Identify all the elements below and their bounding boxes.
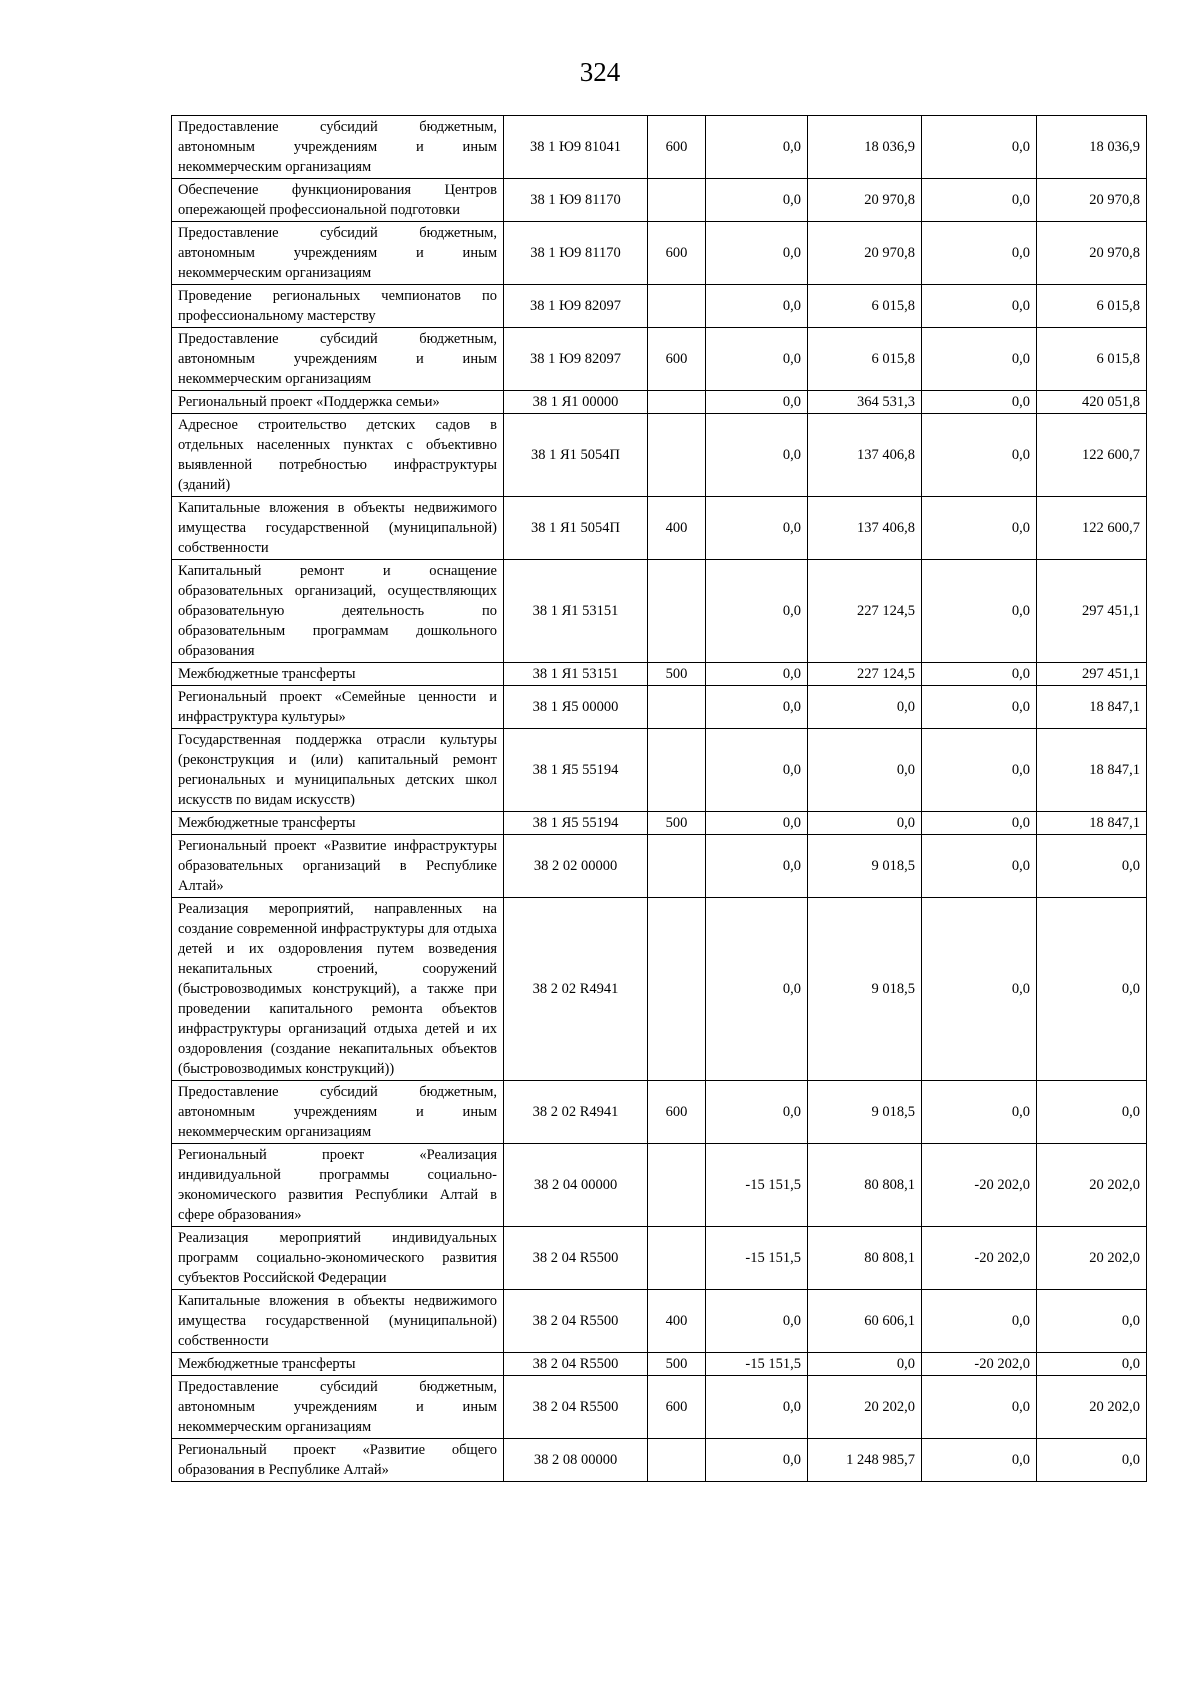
row-code-cell: 38 2 02 R4941 [504,898,648,1081]
row-value-2-cell: 6 015,8 [808,285,922,328]
row-expense-type-cell [648,560,706,663]
row-expense-type-cell [648,179,706,222]
table-row [172,1290,1147,1353]
table-row [172,116,1147,179]
row-name-cell: Проведение региональных чемпионатов по профессиональному мастерству [172,285,504,328]
row-value-1-cell: 0,0 [706,414,808,497]
row-expense-type-cell: 600 [648,1376,706,1439]
row-expense-type-cell: 600 [648,328,706,391]
row-value-1-cell: 0,0 [706,391,808,414]
row-value-2-cell: 9 018,5 [808,835,922,898]
row-code-cell: 38 2 04 R5500 [504,1290,648,1353]
table-row [172,686,1147,729]
row-value-4-cell: 122 600,7 [1037,414,1147,497]
row-value-3-cell: 0,0 [922,835,1037,898]
row-expense-type-cell [648,391,706,414]
table-body [172,116,1147,1482]
row-name-cell: Межбюджетные трансферты [172,663,504,686]
row-value-2-cell: 137 406,8 [808,414,922,497]
row-value-2-cell: 20 970,8 [808,222,922,285]
budget-table [171,115,1147,1482]
table-row [172,1081,1147,1144]
row-value-2-cell: 364 531,3 [808,391,922,414]
row-name-cell: Обеспечение функционирования Центров опережающей профессиональной подготовки [172,179,504,222]
row-value-3-cell: 0,0 [922,414,1037,497]
row-value-1-cell: 0,0 [706,812,808,835]
row-value-1-cell: -15 151,5 [706,1227,808,1290]
row-value-3-cell: 0,0 [922,285,1037,328]
table-row [172,1439,1147,1482]
row-value-2-cell: 0,0 [808,729,922,812]
row-expense-type-cell [648,1439,706,1482]
table-row [172,1144,1147,1227]
row-value-2-cell: 9 018,5 [808,898,922,1081]
row-code-cell: 38 1 Я5 00000 [504,686,648,729]
table-row [172,898,1147,1081]
row-value-1-cell: 0,0 [706,686,808,729]
table-row [172,1376,1147,1439]
table-row [172,560,1147,663]
row-value-4-cell: 18 036,9 [1037,116,1147,179]
row-name-cell: Предоставление субсидий бюджетным, автономным учреждениям и иным некоммерческим организациям [172,1081,504,1144]
row-code-cell: 38 1 Я5 55194 [504,812,648,835]
row-expense-type-cell: 600 [648,1081,706,1144]
table-row [172,663,1147,686]
row-value-4-cell: 20 970,8 [1037,179,1147,222]
row-code-cell: 38 2 08 00000 [504,1439,648,1482]
row-code-cell: 38 1 Ю9 81170 [504,222,648,285]
row-name-cell: Реализация мероприятий индивидуальных программ социально-экономического развития субъектов Российской Федерации [172,1227,504,1290]
row-expense-type-cell [648,1227,706,1290]
row-name-cell: Государственная поддержка отрасли культуры (реконструкция и (или) капитальный ремонт региональных и муниципальных детских школ искусств по видам искусств) [172,729,504,812]
row-value-1-cell: 0,0 [706,835,808,898]
row-expense-type-cell [648,835,706,898]
table-row [172,835,1147,898]
row-value-2-cell: 9 018,5 [808,1081,922,1144]
table-row [172,812,1147,835]
row-code-cell: 38 2 02 00000 [504,835,648,898]
row-code-cell: 38 1 Ю9 81170 [504,179,648,222]
row-value-2-cell: 0,0 [808,812,922,835]
row-value-2-cell: 20 970,8 [808,179,922,222]
row-value-1-cell: 0,0 [706,285,808,328]
row-value-4-cell: 0,0 [1037,1290,1147,1353]
row-code-cell: 38 2 04 R5500 [504,1376,648,1439]
row-value-4-cell: 6 015,8 [1037,328,1147,391]
row-code-cell: 38 1 Я1 5054П [504,414,648,497]
row-value-4-cell: 18 847,1 [1037,812,1147,835]
row-value-3-cell: -20 202,0 [922,1144,1037,1227]
row-code-cell: 38 2 04 R5500 [504,1227,648,1290]
row-value-1-cell: 0,0 [706,663,808,686]
row-value-1-cell: -15 151,5 [706,1144,808,1227]
row-expense-type-cell: 500 [648,812,706,835]
row-value-1-cell: 0,0 [706,328,808,391]
row-value-2-cell: 0,0 [808,686,922,729]
row-value-4-cell: 18 847,1 [1037,729,1147,812]
row-expense-type-cell [648,686,706,729]
row-value-3-cell: 0,0 [922,898,1037,1081]
table-row [172,179,1147,222]
table-row [172,391,1147,414]
row-name-cell: Региональный проект «Семейные ценности и инфраструктура культуры» [172,686,504,729]
row-code-cell: 38 1 Ю9 82097 [504,328,648,391]
row-name-cell: Предоставление субсидий бюджетным, автономным учреждениям и иным некоммерческим организациям [172,328,504,391]
row-value-1-cell: 0,0 [706,1439,808,1482]
row-value-3-cell: 0,0 [922,222,1037,285]
row-value-3-cell: 0,0 [922,686,1037,729]
row-value-3-cell: 0,0 [922,812,1037,835]
table-row [172,328,1147,391]
row-value-1-cell: 0,0 [706,222,808,285]
row-value-2-cell: 0,0 [808,1353,922,1376]
row-value-3-cell: 0,0 [922,328,1037,391]
row-value-3-cell: 0,0 [922,497,1037,560]
row-value-2-cell: 6 015,8 [808,328,922,391]
row-value-1-cell: 0,0 [706,116,808,179]
row-value-3-cell: -20 202,0 [922,1353,1037,1376]
row-name-cell: Капитальный ремонт и оснащение образовательных организаций, осуществляющих образовательную деятельность по образовательным программам дошкольного образования [172,560,504,663]
row-value-4-cell: 122 600,7 [1037,497,1147,560]
row-expense-type-cell: 400 [648,1290,706,1353]
row-value-3-cell: 0,0 [922,179,1037,222]
row-code-cell: 38 1 Ю9 82097 [504,285,648,328]
row-value-3-cell: 0,0 [922,729,1037,812]
row-code-cell: 38 2 04 R5500 [504,1353,648,1376]
table-row [172,729,1147,812]
row-code-cell: 38 1 Я5 55194 [504,729,648,812]
row-expense-type-cell [648,1144,706,1227]
row-value-4-cell: 0,0 [1037,898,1147,1081]
row-code-cell: 38 2 04 00000 [504,1144,648,1227]
row-name-cell: Предоставление субсидий бюджетным, автономным учреждениям и иным некоммерческим организациям [172,222,504,285]
row-value-1-cell: 0,0 [706,1376,808,1439]
row-value-3-cell: 0,0 [922,1439,1037,1482]
row-value-2-cell: 227 124,5 [808,560,922,663]
table-row [172,414,1147,497]
row-value-2-cell: 137 406,8 [808,497,922,560]
row-value-4-cell: 420 051,8 [1037,391,1147,414]
row-value-1-cell: 0,0 [706,1290,808,1353]
row-value-4-cell: 20 202,0 [1037,1376,1147,1439]
row-expense-type-cell: 600 [648,116,706,179]
row-value-4-cell: 297 451,1 [1037,560,1147,663]
row-value-4-cell: 0,0 [1037,1353,1147,1376]
row-value-4-cell: 0,0 [1037,1081,1147,1144]
row-name-cell: Предоставление субсидий бюджетным, автономным учреждениям и иным некоммерческим организациям [172,1376,504,1439]
row-value-4-cell: 18 847,1 [1037,686,1147,729]
row-value-3-cell: -20 202,0 [922,1227,1037,1290]
row-value-2-cell: 80 808,1 [808,1144,922,1227]
table-row [172,222,1147,285]
row-value-2-cell: 227 124,5 [808,663,922,686]
row-value-3-cell: 0,0 [922,116,1037,179]
row-value-1-cell: 0,0 [706,729,808,812]
row-value-1-cell: 0,0 [706,179,808,222]
row-code-cell: 38 1 Ю9 81041 [504,116,648,179]
row-code-cell: 38 1 Я1 53151 [504,560,648,663]
row-value-3-cell: 0,0 [922,663,1037,686]
row-value-4-cell: 20 202,0 [1037,1227,1147,1290]
row-value-3-cell: 0,0 [922,560,1037,663]
row-value-4-cell: 0,0 [1037,1439,1147,1482]
row-name-cell: Капитальные вложения в объекты недвижимого имущества государственной (муниципальной) собственности [172,497,504,560]
row-value-4-cell: 0,0 [1037,835,1147,898]
row-name-cell: Региональный проект «Реализация индивидуальной программы социально-экономического развития Республики Алтай в сфере образования» [172,1144,504,1227]
row-name-cell: Межбюджетные трансферты [172,812,504,835]
row-value-4-cell: 20 970,8 [1037,222,1147,285]
row-value-2-cell: 60 606,1 [808,1290,922,1353]
table-row [172,285,1147,328]
row-value-2-cell: 18 036,9 [808,116,922,179]
row-code-cell: 38 2 02 R4941 [504,1081,648,1144]
row-value-1-cell: -15 151,5 [706,1353,808,1376]
row-value-4-cell: 20 202,0 [1037,1144,1147,1227]
row-name-cell: Межбюджетные трансферты [172,1353,504,1376]
row-expense-type-cell [648,729,706,812]
row-expense-type-cell [648,285,706,328]
row-value-3-cell: 0,0 [922,1081,1037,1144]
row-value-4-cell: 297 451,1 [1037,663,1147,686]
row-value-2-cell: 1 248 985,7 [808,1439,922,1482]
row-expense-type-cell: 600 [648,222,706,285]
table-row [172,1353,1147,1376]
row-name-cell: Региональный проект «Поддержка семьи» [172,391,504,414]
row-code-cell: 38 1 Я1 53151 [504,663,648,686]
row-code-cell: 38 1 Я1 00000 [504,391,648,414]
table-row [172,497,1147,560]
row-expense-type-cell [648,898,706,1081]
row-value-3-cell: 0,0 [922,1290,1037,1353]
row-value-3-cell: 0,0 [922,1376,1037,1439]
row-value-1-cell: 0,0 [706,560,808,663]
row-code-cell: 38 1 Я1 5054П [504,497,648,560]
row-value-1-cell: 0,0 [706,497,808,560]
row-value-1-cell: 0,0 [706,1081,808,1144]
row-expense-type-cell: 400 [648,497,706,560]
row-name-cell: Адресное строительство детских садов в отдельных населенных пунктах с объективно выявленной потребностью инфраструктуры (зданий) [172,414,504,497]
row-expense-type-cell [648,414,706,497]
row-value-4-cell: 6 015,8 [1037,285,1147,328]
page-number: 324 [579,57,621,87]
row-expense-type-cell: 500 [648,663,706,686]
table-row [172,1227,1147,1290]
row-value-1-cell: 0,0 [706,898,808,1081]
row-name-cell: Капитальные вложения в объекты недвижимого имущества государственной (муниципальной) собственности [172,1290,504,1353]
row-value-3-cell: 0,0 [922,391,1037,414]
row-name-cell: Реализация мероприятий, направленных на создание современной инфраструктуры для отдыха детей и их оздоровления путем возведения некапитальных строений, сооружений (быстровозводимых конструкций), а также при проведении капитального ремонта объектов инфраструктуры организаций отдыха детей и их оздоровления (создание некапитальных объектов (быстровозводимых конструкций)) [172,898,504,1081]
row-value-2-cell: 80 808,1 [808,1227,922,1290]
row-name-cell: Региональный проект «Развитие общего образования в Республике Алтай» [172,1439,504,1482]
row-value-2-cell: 20 202,0 [808,1376,922,1439]
row-name-cell: Региональный проект «Развитие инфраструктуры образовательных организаций в Республике Алтай» [172,835,504,898]
row-name-cell: Предоставление субсидий бюджетным, автономным учреждениям и иным некоммерческим организациям [172,116,504,179]
row-expense-type-cell: 500 [648,1353,706,1376]
